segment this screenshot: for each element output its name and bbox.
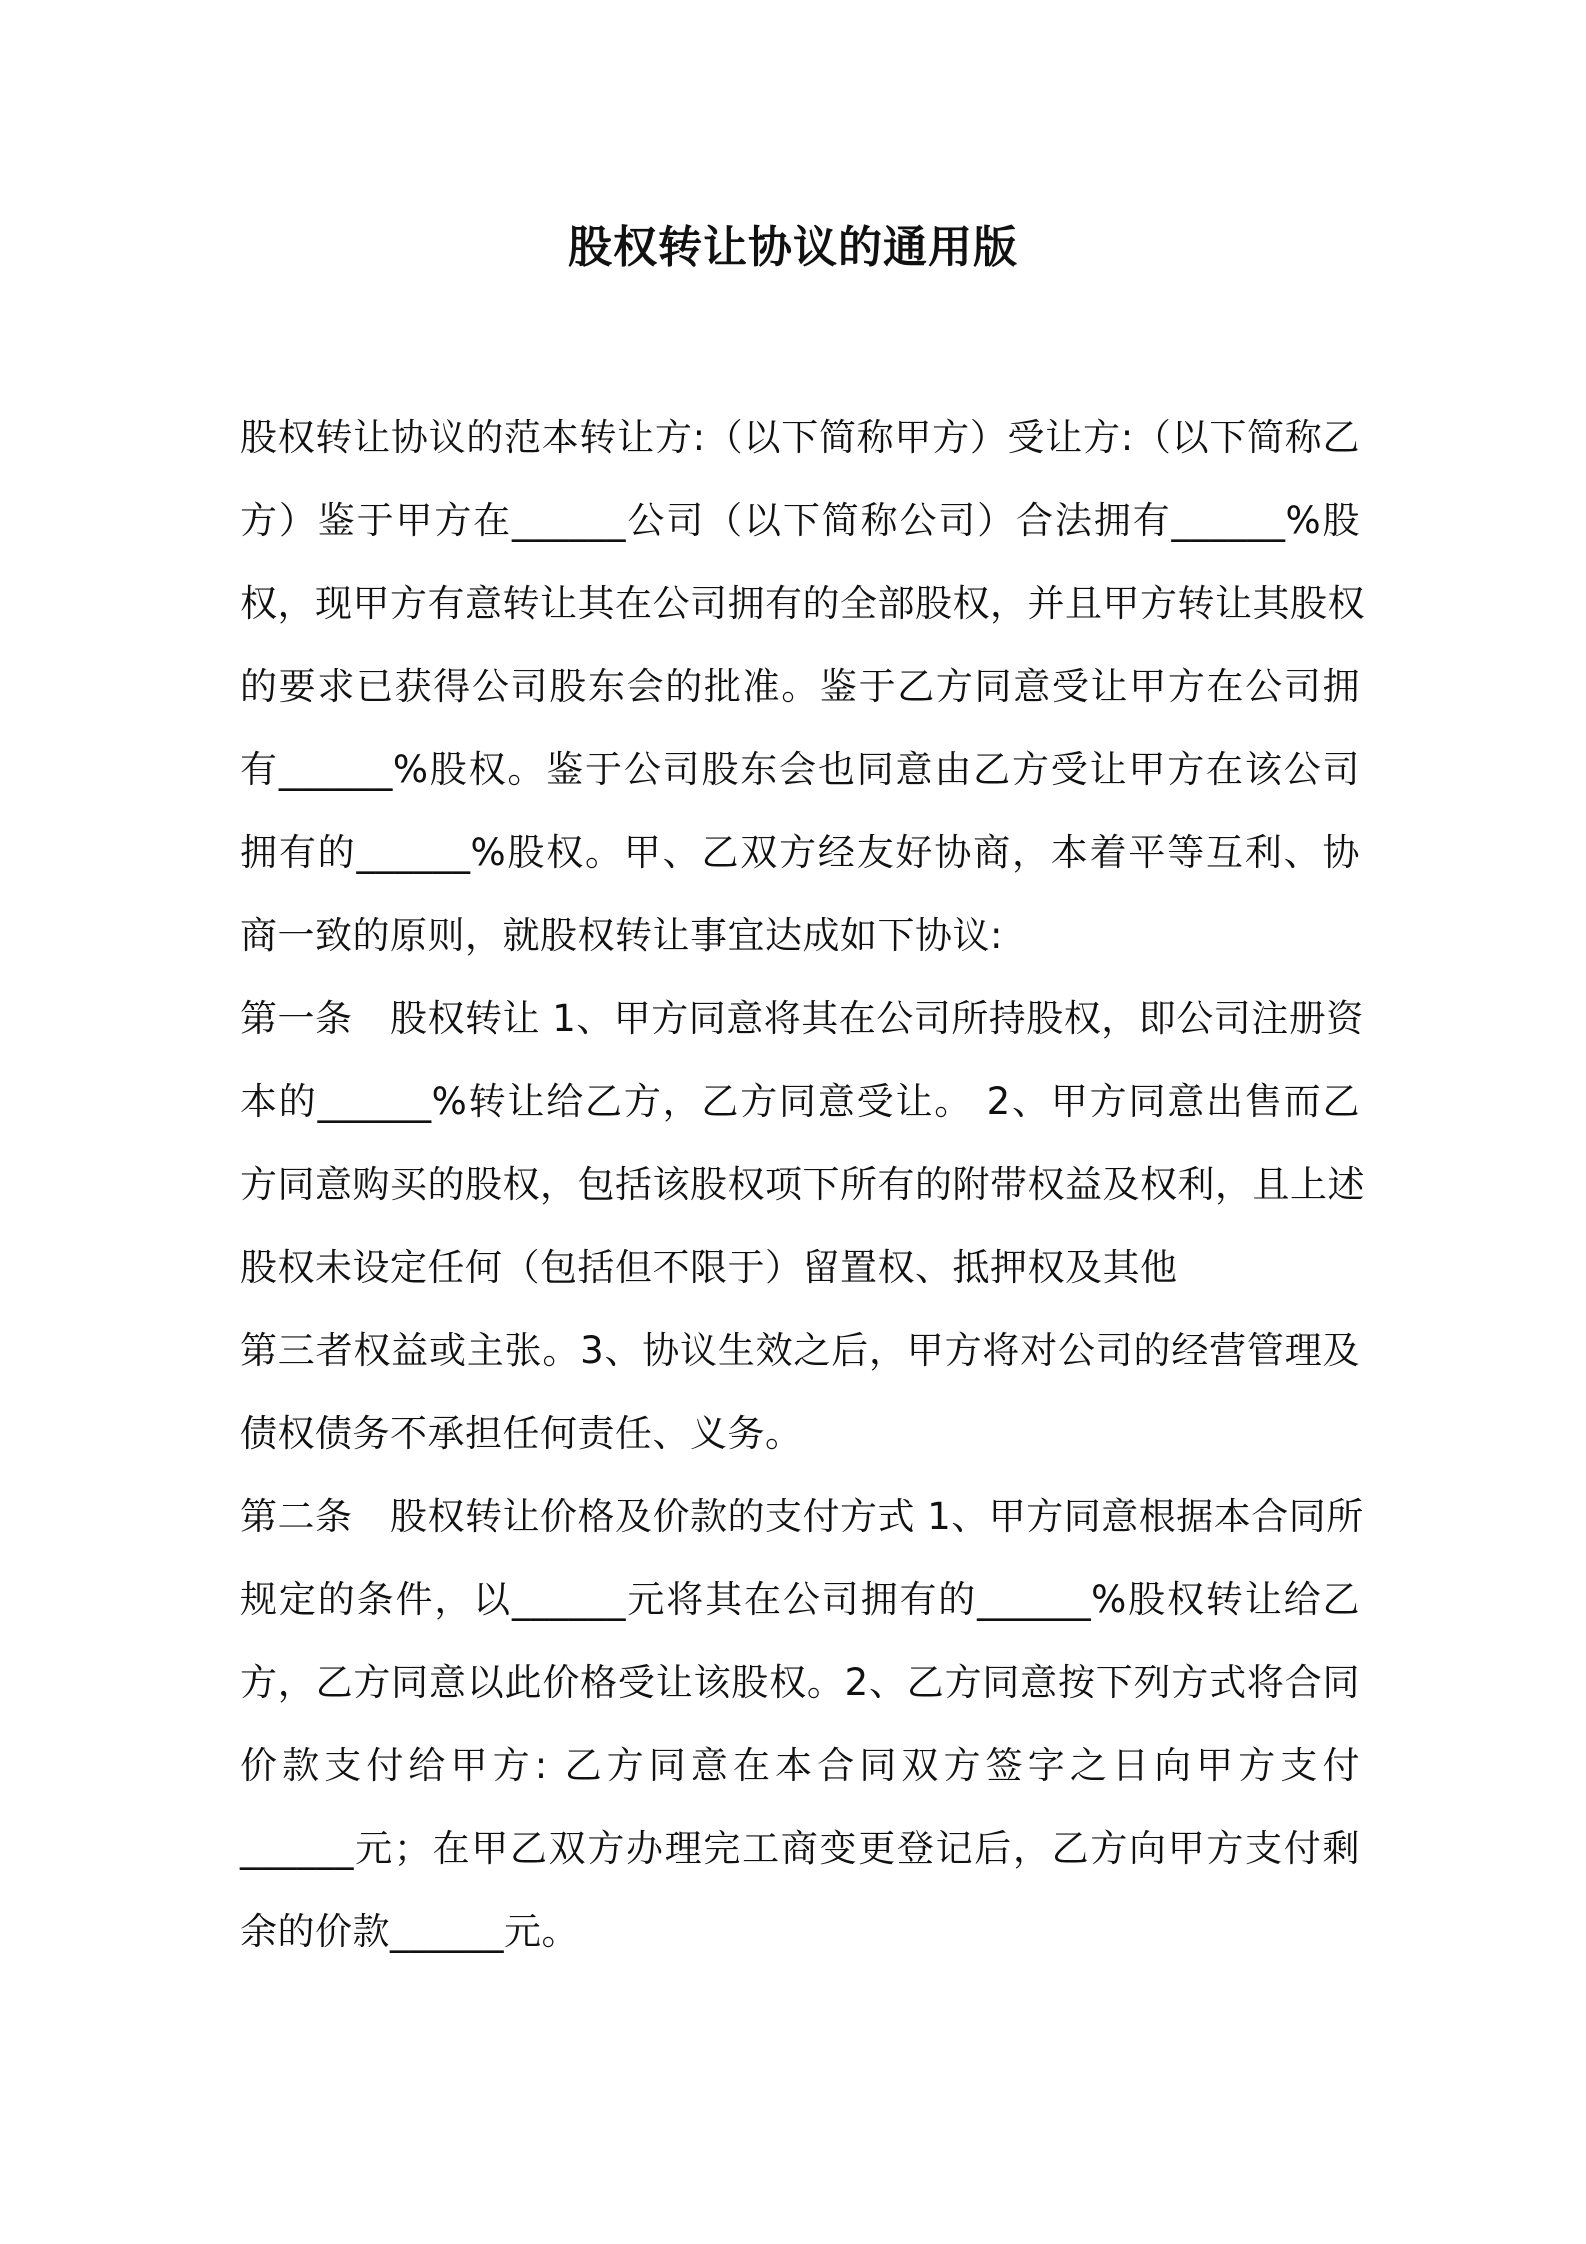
body-line: 权，现甲方有意转让其在公司拥有的全部股权，并且甲方转让其股权: [240, 582, 1365, 625]
body-line: 商一致的原则，就股权转让事宜达成如下协议:: [240, 914, 1003, 957]
body-line: 规定的条件，以______元将其在公司拥有的______%股权转让给乙: [240, 1578, 1360, 1621]
body-line: 拥有的______%股权。甲、乙双方经友好协商，本着平等互利、协: [240, 831, 1360, 874]
body-line: 债权债务不承担任何责任、义务。: [240, 1412, 803, 1455]
body-line: 第三者权益或主张。3、协议生效之后，甲方将对公司的经营管理及: [240, 1329, 1360, 1372]
body-line: 的要求已获得公司股东会的批准。鉴于乙方同意受让甲方在公司拥: [240, 665, 1360, 708]
body-line: 方）鉴于甲方在______公司（以下简称公司）合法拥有______%股: [240, 499, 1360, 542]
body-line: 价款支付给甲方: 乙方同意在本合同双方签字之日向甲方支付: [240, 1744, 1360, 1787]
body-line: 本的______%转让给乙方，乙方同意受让。 2、甲方同意出售而乙: [240, 1080, 1360, 1123]
body-line: ______元；在甲乙双方办理完工商变更登记后，乙方向甲方支付剩: [240, 1827, 1360, 1870]
body-line: 股权未设定任何（包括但不限于）留置权、抵押权及其他: [240, 1246, 1178, 1289]
document-title: 股权转让协议的通用版: [568, 222, 1018, 273]
article-1-heading-line: 第一条 股权转让 1、甲方同意将其在公司所持股权，即公司注册资: [240, 997, 1364, 1040]
body-line: 方同意购买的股权，包括该股权项下所有的附带权益及权利，且上述: [240, 1163, 1365, 1206]
body-line: 余的价款______元。: [240, 1910, 579, 1953]
body-line: 有______%股权。鉴于公司股东会也同意由乙方受让甲方在该公司: [240, 748, 1360, 791]
body-line: 方，乙方同意以此价格受让该股权。2、乙方同意按下列方式将合同: [240, 1661, 1360, 1704]
article-2-heading-line: 第二条 股权转让价格及价款的支付方式 1、甲方同意根据本合同所: [240, 1495, 1364, 1538]
document-body: [240, 408, 1365, 1985]
body-line: 股权转让协议的范本转让方:（以下简称甲方）受让方:（以下简称乙: [240, 416, 1360, 459]
